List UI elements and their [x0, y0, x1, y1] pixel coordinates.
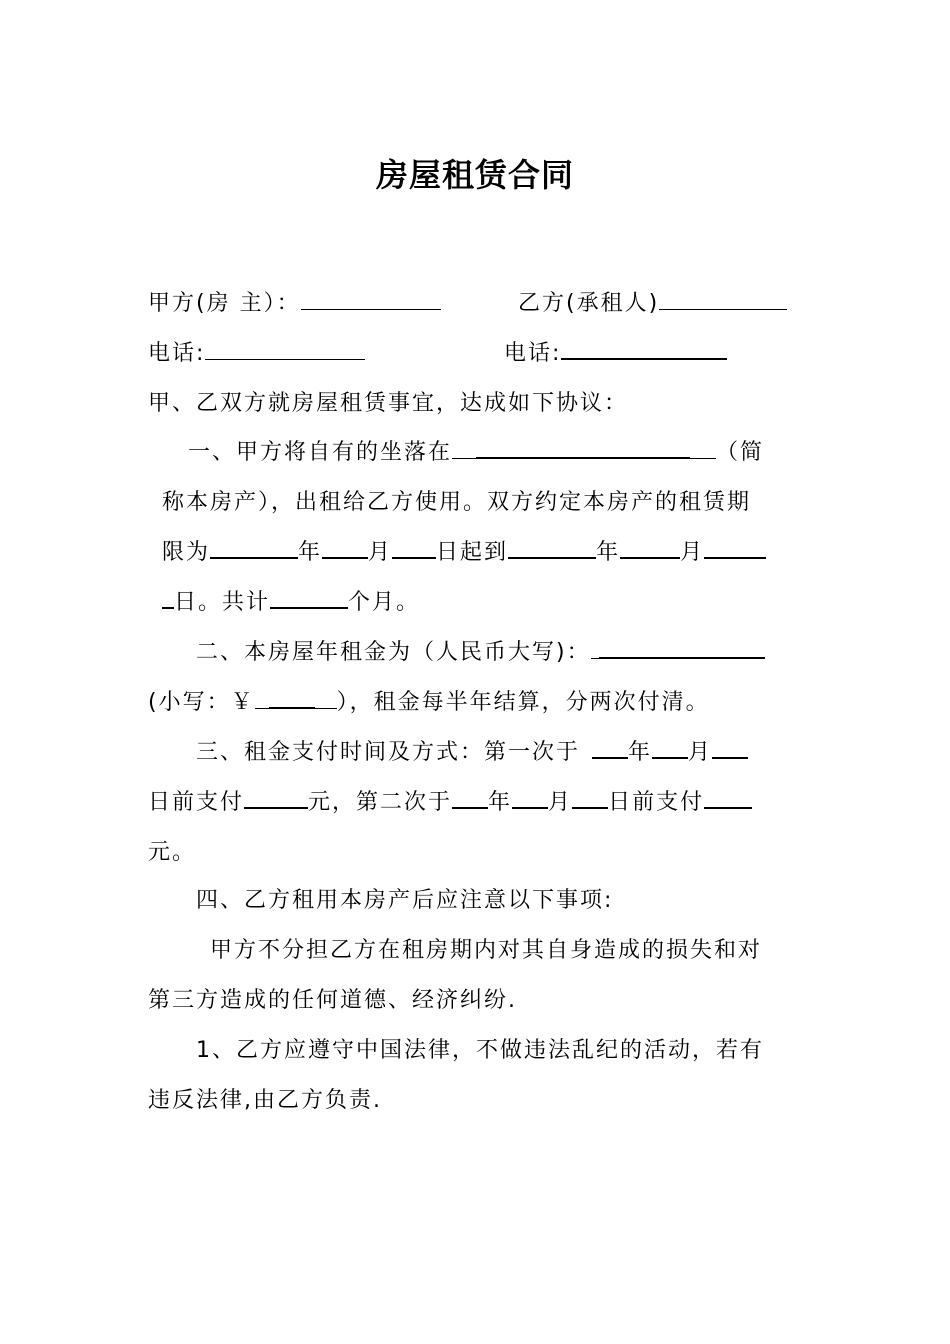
party-b-blank — [659, 307, 787, 310]
blank — [690, 456, 716, 459]
intro-paragraph: 甲、乙双方就房屋租赁事宜，达成如下协议： — [148, 391, 629, 416]
rent-uppercase-blank — [599, 655, 765, 659]
clause1-prefix: 一、甲方将自有的坐落在 — [188, 440, 453, 465]
month-label: 月 — [688, 740, 713, 765]
clause4-p1-line1: 甲方不分担乙方在租房期内对其自身造成的损失和对 — [210, 938, 763, 963]
second-month-blank — [512, 805, 548, 809]
second-day-blank — [572, 805, 608, 809]
party-a-label: 甲方(房 主）： — [148, 291, 301, 316]
clause1-paren: （简 — [716, 440, 765, 465]
year-label: 年 — [596, 540, 621, 565]
year-label: 年 — [298, 540, 323, 565]
blank — [452, 456, 476, 459]
page-title: 房屋租赁合同 — [375, 156, 574, 194]
payment-label: 三、租金支付时间及方式：第一次于 — [196, 740, 581, 765]
first-day-blank — [712, 755, 748, 759]
clause1-line1 — [188, 437, 764, 469]
blank — [315, 706, 337, 709]
phone-b-blank — [561, 356, 727, 360]
pay-before-label: 日前支付 — [148, 790, 245, 815]
second-amount-blank — [704, 805, 752, 809]
clause3-line3: 元。 — [148, 840, 197, 865]
annual-rent-label: 二、本房屋年租金为（人民币大写)： — [196, 640, 591, 665]
clause3-line2 — [148, 787, 752, 819]
phone-b-label: 电话: — [504, 341, 562, 366]
clause4-p2-line2: 违反法律,由乙方负责. — [148, 1088, 382, 1113]
year-label: 年 — [628, 740, 653, 765]
first-year-blank — [592, 755, 628, 759]
months-total-blank — [270, 605, 348, 609]
clause1-line2: 称本房产），出租给乙方使用。双方约定本房产的租赁期 — [162, 490, 752, 515]
phone-a-line — [148, 338, 365, 370]
clause2-line2 — [148, 687, 710, 719]
lease-term-label: 限为 — [162, 540, 211, 565]
first-amount-blank — [244, 805, 308, 809]
end-day-blank — [704, 555, 766, 559]
phone-a-blank — [205, 357, 365, 360]
second-payment-label: 元，第二次于 — [308, 790, 453, 815]
party-a-blank — [301, 307, 441, 310]
clause1-line3 — [162, 537, 766, 569]
month-label: 月 — [548, 790, 573, 815]
address-blank — [476, 455, 690, 459]
clause3-line1 — [196, 737, 748, 769]
blank — [255, 706, 269, 709]
rent-lowercase-label: (小写：￥ — [148, 690, 255, 715]
party-b-line — [518, 288, 787, 320]
year-label: 年 — [488, 790, 513, 815]
start-month-blank — [322, 555, 368, 559]
start-year-blank — [210, 555, 298, 559]
end-year-blank — [508, 555, 596, 559]
month-label: 月 — [368, 540, 393, 565]
day-from-label: 日起到 — [436, 540, 509, 565]
party-line — [148, 288, 441, 320]
start-day-blank — [392, 555, 436, 559]
phone-a-label: 电话: — [148, 341, 206, 366]
party-b-label: 乙方(承租人) — [518, 291, 660, 316]
clause2-line1 — [196, 637, 765, 669]
pay-before-label: 日前支付 — [608, 790, 705, 815]
first-month-blank — [652, 755, 688, 759]
end-day-blank-cont — [162, 605, 174, 609]
end-month-blank — [620, 555, 680, 559]
total-label: 日。共计 — [174, 590, 271, 615]
clause4-p1-line2: 第三方造成的任何道德、经济纠纷. — [148, 988, 517, 1013]
clause4-p2-line1: 1、乙方应遵守中国法律，不做违法乱纪的活动，若有 — [196, 1038, 764, 1063]
blank — [591, 656, 599, 659]
rent-lowercase-blank — [269, 705, 315, 709]
settlement-text: ），租金每半年结算，分两次付清。 — [336, 690, 710, 715]
month-label: 月 — [680, 540, 705, 565]
clause4-heading: 四、乙方租用本房产后应注意以下事项: — [196, 888, 614, 913]
months-label: 个月。 — [348, 590, 421, 615]
phone-b-line — [504, 338, 727, 370]
clause1-line4 — [162, 587, 420, 619]
second-year-blank — [452, 805, 488, 809]
